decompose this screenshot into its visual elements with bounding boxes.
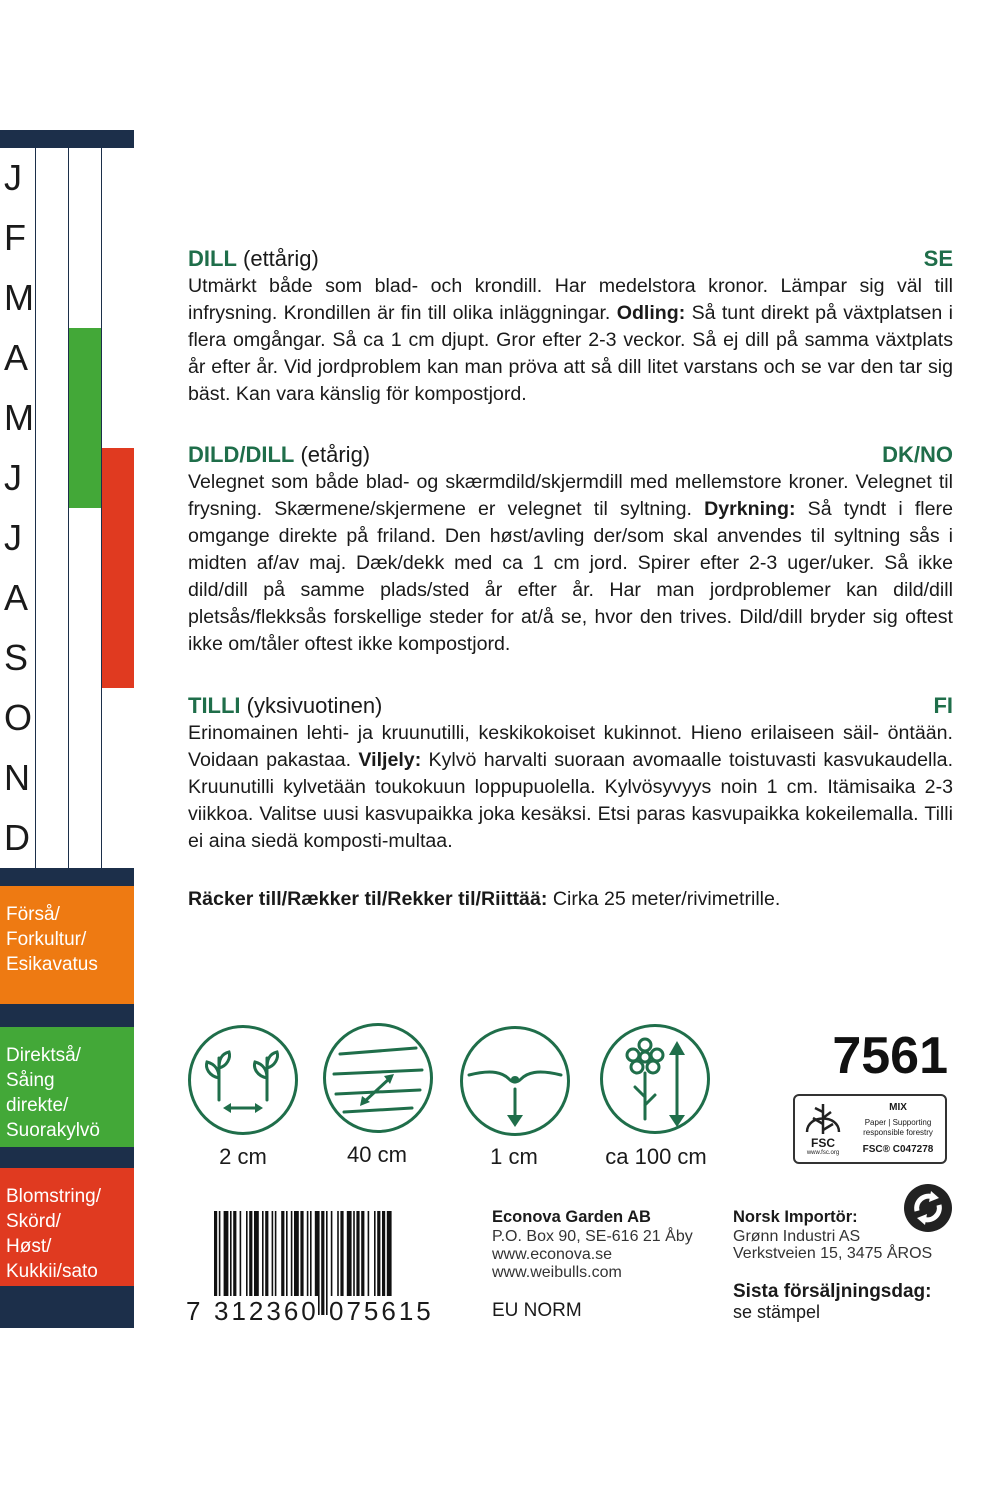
calendar-month-row — [0, 568, 134, 628]
calendar-cell — [35, 268, 68, 328]
calendar-month-row — [0, 328, 134, 388]
calendar-cell — [68, 148, 101, 208]
fsc-logo-text: FSC — [811, 1136, 835, 1150]
fsc-line2: responsible forestry — [863, 1128, 933, 1137]
month-letter: N — [0, 748, 35, 808]
calendar-month-row — [0, 208, 134, 268]
month-letter: S — [0, 628, 35, 688]
calendar-cell — [68, 388, 101, 448]
month-letter: O — [0, 688, 35, 748]
calendar-cell — [68, 628, 101, 688]
desc-se-b: Så tunt direkt på växtplatsen i flera omgångar. Så ca 1 cm djupt. Gror efter 2-3 veckor. Så ej dill på samma växtplats år efter år. Vid jordproblem kan man pröva att så dill litet varstans och se var den tar sig bäst. Kan vara känslig för kompostjord. — [188, 302, 953, 405]
calendar-cell — [101, 628, 134, 688]
importer-title: Norsk Importör: — [733, 1208, 858, 1226]
calendar-cell — [68, 508, 101, 568]
description-se — [188, 273, 953, 408]
spacing-label: 2 cm — [219, 1144, 267, 1169]
month-letter: J — [0, 448, 35, 508]
legend-presow — [0, 886, 134, 1004]
desc-dk-b: Så tyndt i flere omgange direkte på friland. Den høst/avling der/som skal anvendes til syltning sås i midten af/av maj. Dæk/dekk med ca 1 cm jord. Spirer efter 2-3 uger/uker. Så ikke dild/dill på samme plads/sted år efter år. Har man jordproblemer kan dild/dill pletsås/flekksås forskellige steder for at/å se, hvor den trives. Dild/dill bryder sig oftest ikke om/tåler oftest ikke kompostjord. — [188, 498, 953, 655]
heading-se — [188, 245, 953, 273]
calendar-cell — [101, 388, 134, 448]
calendar-cell — [101, 208, 134, 268]
yield-label: Räcker till/Rækker til/Rekker til/Riittää: — [188, 888, 548, 910]
legend-direct-sow-label: Direktså/ Såing direkte/ Suorakylvö — [6, 1045, 100, 1141]
calendar-cell — [35, 808, 68, 868]
lang-code-se: SE — [923, 246, 953, 271]
calendar-cell — [68, 328, 101, 388]
plant-sub-dk: (etårig) — [294, 442, 371, 467]
calendar-cell — [35, 628, 68, 688]
fsc-site: www.fsc.org — [806, 1150, 840, 1156]
desc-se-bold: Odling: — [616, 302, 686, 324]
plant-name-dk: DILD/DILL — [188, 442, 295, 467]
calendar-cell — [35, 568, 68, 628]
product-number: 7561 — [832, 1027, 948, 1085]
calendar-cell — [35, 148, 68, 208]
plant-name-se: DILL — [188, 246, 237, 271]
calendar-cell — [35, 688, 68, 748]
heading-fi — [188, 692, 953, 720]
calendar-cell — [35, 748, 68, 808]
legend-presow-label: Förså/ Forkultur/ Esikavatus — [6, 904, 98, 975]
barcode-bar — [326, 1211, 328, 1315]
barcode-digits-right: 075615 — [329, 1296, 434, 1326]
plant-spacing-icon — [188, 1025, 298, 1135]
month-letter: A — [0, 568, 35, 628]
month-letter: J — [0, 148, 35, 208]
calendar-cell — [68, 568, 101, 628]
calendar-cell — [68, 448, 101, 508]
lang-code-dk: DK/NO — [882, 442, 953, 467]
fsc-line1: Paper | Supporting — [864, 1118, 932, 1127]
desc-fi-a: Erinomainen lehti- ja kruunutilli, keskikokoiset kukinnot. Hieno erilaiseen säil- öntään. Voidaan pakastaa. — [188, 722, 953, 771]
company-address: P.O. Box 90, SE-616 21 Åby — [492, 1228, 693, 1245]
barcode-bar — [321, 1211, 324, 1315]
sowing-calendar — [0, 148, 134, 864]
calendar-cell — [68, 748, 101, 808]
calendar-cell — [101, 508, 134, 568]
calendar-month-row — [0, 268, 134, 328]
calendar-month-row — [0, 688, 134, 748]
calendar-cell — [68, 268, 101, 328]
calendar-cell — [101, 148, 134, 208]
company-web2: www.weibulls.com — [492, 1264, 622, 1281]
row-distance-icon — [323, 1023, 433, 1133]
plant-height-icon — [600, 1024, 710, 1134]
calendar-month-row — [0, 628, 134, 688]
calendar-month-row — [0, 508, 134, 568]
sowing-depth-icon — [460, 1026, 570, 1136]
last-sale-value: se stämpel — [733, 1302, 821, 1322]
calendar-cell — [35, 328, 68, 388]
legend-direct-sow — [0, 1027, 134, 1147]
month-letter: M — [0, 388, 35, 448]
calendar-cell — [101, 568, 134, 628]
company-web1: www.econova.se — [492, 1246, 613, 1263]
calendar-month-row — [0, 388, 134, 448]
calendar-cell — [101, 748, 134, 808]
description-fi — [188, 720, 953, 855]
calendar-month-row — [0, 748, 134, 808]
plant-sub-fi: (yksivuotinen) — [240, 693, 383, 718]
calendar-cell — [35, 388, 68, 448]
calendar-cell — [101, 268, 134, 328]
recycle-icon — [903, 1183, 953, 1233]
lang-code-fi: FI — [933, 693, 953, 718]
calendar-month-row — [0, 448, 134, 508]
calendar-cell — [68, 208, 101, 268]
calendar-cell — [35, 448, 68, 508]
desc-se-a: Utmärkt både som blad- och krondill. Har medelstora kronor. Lämpar sig väl till infrysning. Krondillen är fin till olika inläggningar. — [188, 275, 953, 324]
month-letter: A — [0, 328, 35, 388]
sowing-depth-label: 1 cm — [490, 1144, 538, 1169]
calendar-cell — [101, 448, 134, 508]
importer-address: Verkstveien 15, 3475 ÅROS — [733, 1245, 933, 1262]
desc-dk-a: Velegnet som både blad- og skærmdild/skjermdill med mellemstore kroner. Velegnet til frysning. Skærmene/skjermene er velegnet til syltning. — [188, 471, 953, 520]
desc-dk-bold: Dyrkning: — [704, 498, 796, 520]
desc-fi-b: Kylvö harvalti suoraan avomaalle toistuvasti kasvukaudella. Kruunutilli kylvetään toukokuun loppupuolella. Kylvösyvyys noin 1 cm. Itämisaika 2-3 viikkoa. Valitse uusi kasvupaikka joka kesäksi. Etsi paras kasvupaikka kokeilemalla. Tilli ei aina siedä komposti-multaa. — [188, 749, 954, 852]
calendar-cell — [101, 688, 134, 748]
importer-name: Grønn Industri AS — [733, 1228, 861, 1245]
month-letter: F — [0, 208, 35, 268]
calendar-cell — [35, 508, 68, 568]
plant-name-fi: TILLI — [188, 693, 241, 718]
company-name: Econova Garden AB — [492, 1208, 651, 1226]
fsc-mix: MIX — [889, 1102, 907, 1113]
barcode-digits-left: 312360 — [214, 1296, 319, 1326]
calendar-cell — [35, 208, 68, 268]
barcode-digit-lead: 7 — [186, 1296, 203, 1326]
yield-value: Cirka 25 meter/rivimetrille. — [547, 888, 781, 910]
eu-norm: EU NORM — [492, 1300, 582, 1321]
fsc-code: FSC® C047278 — [862, 1144, 934, 1155]
row-distance-label: 40 cm — [347, 1142, 407, 1167]
calendar-cell — [68, 688, 101, 748]
plant-height-label: ca 100 cm — [605, 1144, 707, 1169]
description-dk — [188, 469, 953, 658]
month-letter: J — [0, 508, 35, 568]
legend-bloom-harvest — [0, 1168, 134, 1286]
desc-fi-bold: Viljely: — [358, 749, 422, 771]
yield-line — [188, 886, 953, 913]
month-letter: D — [0, 808, 35, 868]
calendar-cell — [101, 328, 134, 388]
month-letter: M — [0, 268, 35, 328]
fsc-label — [793, 1094, 947, 1164]
calendar-cell — [101, 808, 134, 868]
calendar-cell — [68, 808, 101, 868]
calendar-month-row — [0, 808, 134, 868]
heading-dk — [188, 441, 953, 469]
calendar-month-row — [0, 148, 134, 208]
legend-bloom-harvest-label: Blomstring/ Skörd/ Høst/ Kukkii/sato — [6, 1186, 102, 1282]
last-sale-title: Sista försäljningsdag: — [733, 1281, 932, 1302]
plant-sub-se: (ettårig) — [236, 246, 319, 271]
